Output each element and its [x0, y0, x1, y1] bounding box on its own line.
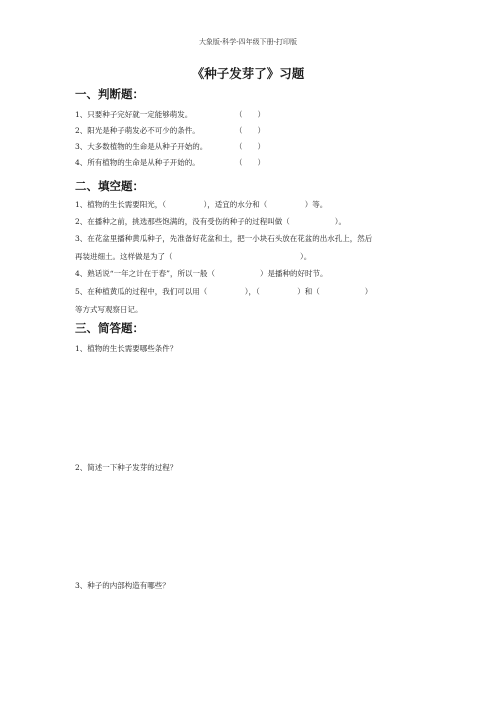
fill-blank-line-3-cont: 再装进细土。这样做是为了（ ）。: [75, 252, 312, 261]
fill-blank-line-1: 1、植物的生长需要阳光，（ ），适宜的水分和（ ）等。: [75, 200, 328, 209]
question-text: 2、阳光是种子萌发必不可少的条件。: [75, 126, 200, 135]
section-heading-fill-blank: 二、填空题：: [75, 179, 144, 193]
fill-blank-line-3: 3、在花盆里播种黄瓜种子，先准备好花盆和土，把一小块石头放在花盆的出水孔上，然后: [75, 234, 373, 243]
short-answer-question-3: 3、种子的内部构造有哪些？: [75, 581, 170, 590]
fill-blank-line-2: 2、在播种之前，挑选那些饱满的，没有受伤的种子的过程叫做（ ）。: [75, 217, 347, 226]
judgment-question-4: [75, 157, 265, 168]
judgment-question-2: [75, 125, 265, 136]
fill-blank-line-5-cont: 等方式写观察日记。: [75, 305, 143, 314]
answer-blank: （ ）: [235, 110, 265, 119]
short-answer-question-2: 2、简述一下种子发芽的过程？: [75, 463, 178, 472]
section-heading-short-answer: 三、简答题：: [75, 321, 144, 335]
answer-blank: （ ）: [235, 126, 265, 135]
fill-blank-line-5: 5、在种植黄瓜的过程中，我们可以用（ ），（ ）和（ ）: [75, 287, 373, 296]
short-answer-question-1: 1、植物的生长需要哪些条件？: [75, 344, 178, 353]
question-text: 3、大多数植物的生命是从种子开始的。: [75, 142, 208, 151]
section-heading-judgment: 一、判断题：: [75, 87, 144, 101]
page-header: 大象版-科学-四年级下册-打印版: [198, 38, 298, 46]
question-text: 4、所有植物的生命是从种子开始的。: [75, 158, 200, 167]
question-text: 1、只要种子完好就一定能够萌发。: [75, 110, 193, 119]
worksheet-title: 《种子发芽了》习题: [191, 66, 305, 81]
answer-blank: （ ）: [235, 158, 265, 167]
fill-blank-line-4: 4、熟话说“一年之计在于春”，所以一般（ ）是播种的好时节。: [75, 269, 328, 278]
judgment-question-3: [75, 141, 265, 152]
judgment-question-1: [75, 109, 265, 120]
answer-blank: （ ）: [235, 142, 265, 151]
